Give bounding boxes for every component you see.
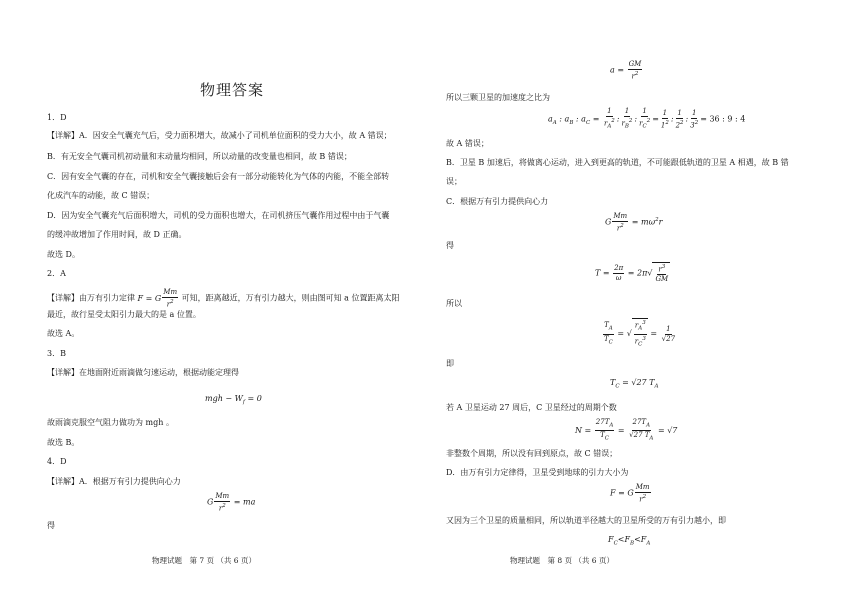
q1-conclusion: 故选 D。 <box>47 250 80 259</box>
q3-detail: 【详解】在地面附近雨滴做匀速运动，根据动能定理得 <box>47 368 239 377</box>
q4-de: 得 <box>47 521 55 530</box>
c-incorrect: 非整数个周期，所以没有回到原点，故 C 错误； <box>446 449 618 458</box>
suoyi: 所以 <box>446 299 462 308</box>
ji: 即 <box>446 359 454 368</box>
option-b: B．卫星 B 加速后，将做离心运动，进入到更高的轨道，不可能跟低轨道的卫星 A 相遇，故 B 错 <box>446 158 789 167</box>
q2-detail-2: 最近，故行星受太阳引力最大的是 a 位置。 <box>47 310 201 319</box>
footer-page-8: 物理试题 第 8 页 （共 6 页） <box>510 556 614 565</box>
force-inequality: $F_C<F_B<F_A$ <box>608 535 651 547</box>
gravity-law-formula: F = G $\frac{Mm}{r^2}$ <box>137 288 178 309</box>
page-title: 物理答案 <box>200 81 265 99</box>
q2-number: 2．A <box>47 269 66 278</box>
option-d: D．由万有引力定律得，卫星受到地球的引力大小为 <box>446 468 629 477</box>
q1-detail-d2: 的缓冲故增加了作用时间，故 D 正确。 <box>47 230 187 239</box>
acceleration-ratio: $a_A$ : $a_B$ : $a_C$ = $\frac{1}{r_A^2}$ : $\frac{1}{r_B^2}$ : $\frac{1}{r_C^2}$ = $\frac{1}{1^2}$ : $\frac{1}{2^2}$ : $\frac{1}{3^2}$ = 36 : 9 : 4 <box>548 107 746 130</box>
q2-prefix: 【详解】由万有引力定律 <box>47 293 135 303</box>
q2-conclusion: 故选 A。 <box>47 329 80 338</box>
period-ratio: $\frac{T_A}{T_C}$ = √ $\frac{r_A^3}{r_C^3}$ = $\frac{1}{√27}$ <box>604 320 676 348</box>
de-1: 得 <box>446 241 454 250</box>
q3-detail-2: 故雨滴克服空气阻力做功为 mgh 。 <box>47 418 174 427</box>
q3-conclusion: 故选 B。 <box>47 438 80 447</box>
q1-detail-c: C．因有安全气囊的存在，司机和安全气囊接触后会有一部分动能转化为气体的内能，不能全部转 <box>47 172 390 181</box>
centripetal-force-equation: G $\frac{Mm}{r^2}$ = ma <box>207 492 256 513</box>
gravity-force-formula: F = G $\frac{Mm}{r^2}$ <box>610 483 650 504</box>
right-page <box>430 0 860 607</box>
q2-detail <box>47 288 400 309</box>
period-formula: T = $\frac{2\pi}{\omega}$ = 2π√ $\frac{r^3}{GM}$ <box>595 264 669 284</box>
q1-detail-a: 【详解】A．因安全气囊充气后，受力面积增大，故减小了司机单位面积的受力大小，故 A 错误； <box>47 131 392 140</box>
q1-detail-b: B．有无安全气囊司机初动量和末动量均相同，所以动量的改变量也相同，故 B 错误； <box>47 152 352 161</box>
cycle-count-intro: 若 A 卫星运动 27 周后，C 卫星经过的周期个数 <box>446 403 617 412</box>
q1-number: 1．D <box>47 113 67 122</box>
option-b-2: 误； <box>446 177 462 186</box>
force-compare-intro: 又因为三个卫星的质量相同，所以轨道半径越大的卫星所受的万有引力越小，即 <box>446 516 726 525</box>
period-c: $T_C = √27$ $T_A$ <box>610 378 659 390</box>
q3-number: 3．B <box>47 349 66 358</box>
q1-detail-c2: 化成汽车的动能，故 C 错误； <box>47 191 155 200</box>
q4-detail-a: 【详解】A．根据万有引力提供向心力 <box>47 477 181 486</box>
q2-suffix: 可知，距离越近，万有引力越大，则由图可知 a 位置距离太阳 <box>181 293 400 303</box>
q1-detail-d: D．因为安全气囊充气后面积增大，司机的受力面积也增大，在司机挤压气囊作用过程中由于气囊 <box>47 211 390 220</box>
work-energy-equation: mgh − $W_f = 0$ <box>205 394 262 406</box>
cycle-count-formula: N = $\frac{27T_A}{T_C}$ = $\frac{27T_A}{√27 T_A}$ = √7 <box>575 418 678 442</box>
a-incorrect: 故 A 错误； <box>446 139 489 148</box>
gravity-omega-equation: G $\frac{Mm}{r^2}$ = $m\omega^2r$ <box>605 212 663 233</box>
footer-page-7: 物理试题 第 7 页 （共 6 页） <box>152 556 256 565</box>
q4-number: 4．D <box>47 457 67 466</box>
option-c: C．根据万有引力提供向心力 <box>446 197 549 206</box>
acceleration-formula: a = $\frac{GM}{r^2}$ <box>610 60 642 81</box>
ratio-intro: 所以三颗卫星的加速度之比为 <box>446 93 550 102</box>
